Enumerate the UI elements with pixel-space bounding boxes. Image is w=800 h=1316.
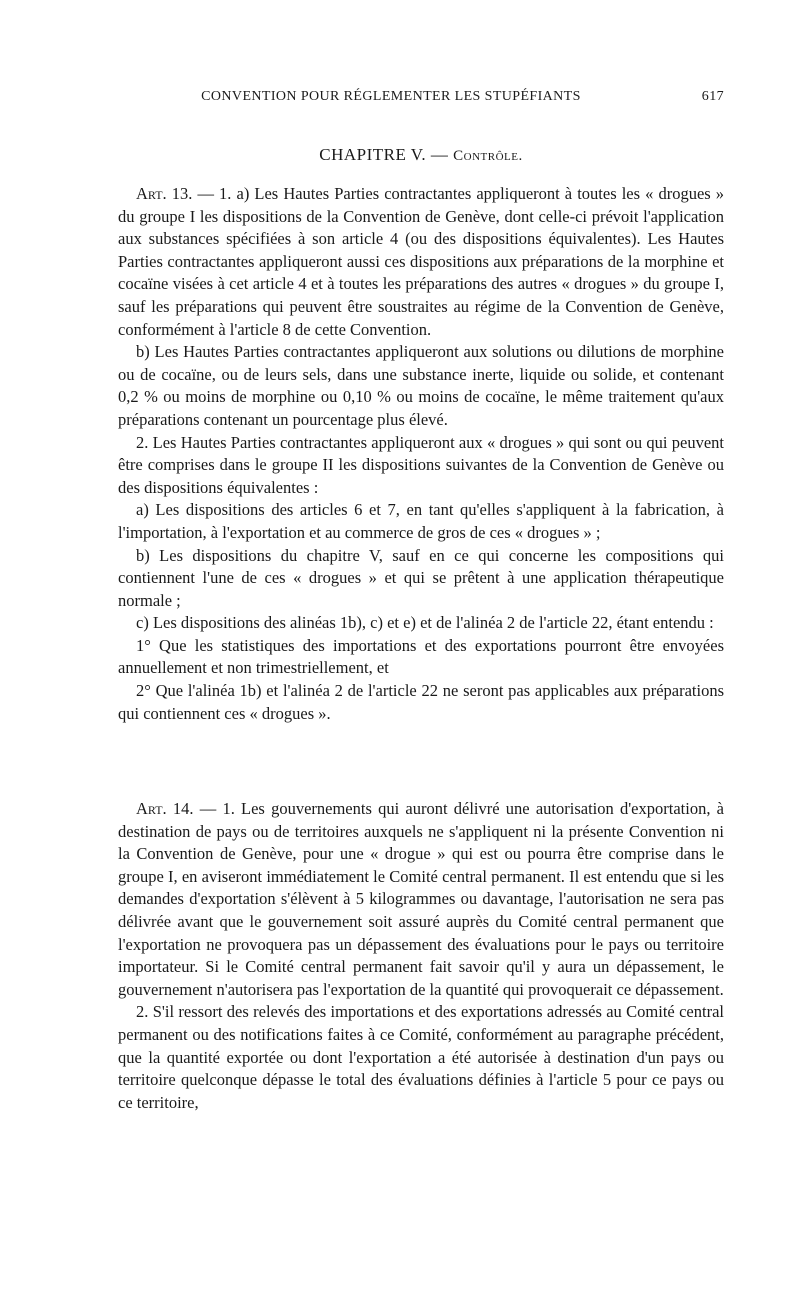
article-14 (118, 798, 724, 1114)
article-13-paragraph-3: 2. Les Hautes Parties contractantes appliqueront aux « drogues » qui sont ou qui peuvent être comprises dans le groupe II les dispositions suivantes de la Convention de Genève ou des dispositions équivalentes : (118, 432, 724, 497)
article-13-label: Art. 13. (136, 184, 193, 203)
running-title: CONVENTION POUR RÉGLEMENTER LES STUPÉFIANTS (201, 89, 581, 104)
chapter-label: CHAPITRE V. — (319, 145, 449, 164)
article-13-paragraph-8: 2° Que l'alinéa 1b) et l'alinéa 2 de l'article 22 ne seront pas applicables aux préparations qui contiennent ces « drogues ». (118, 681, 724, 723)
chapter-title: Contrôle. (453, 148, 523, 164)
article-14-paragraph-2: 2. S'il ressort des relevés des importations et des exportations adressés au Comité central permanent ou des notifications faites à ce Comité, conformément au paragraphe précédent, que la quantité exportée ou dont l'exportation a été autorisée à destination d'un pays ou territoire quelconque dépasse le total des évaluations définies à l'article 5 pour ce pays ou ce territoire, (118, 1002, 724, 1112)
article-13-paragraph-2: b) Les Hautes Parties contractantes appliqueront aux solutions ou dilutions de morphine ou de cocaïne, ou de leurs sels, dans une substance inerte, liquide ou solide, et contenant 0,2 % ou moins de morphine ou 0,10 % ou moins de cocaïne, le même traitement qu'aux préparations contenant un pourcentage plus élevé. (118, 342, 724, 429)
article-13-paragraph-7: 1° Que les statistiques des importations et des exportations pourront être envoyées annuellement et non trimestriellement, et (118, 635, 724, 678)
article-13-text-1: — 1. a) Les Hautes Parties contractantes appliqueront à toutes les « drogues » du groupe I les dispositions de la Convention de Genève, dont celle-ci prévoit l'application aux substances spécifiées à son article 4 (ou des dispositions équivalentes). Les Hautes Parties contractantes appliqueront aussi ces dispositions aux préparations de la morphine et cocaïne visées à cet article 4 et à toutes les préparations des autres « drogues » du groupe I, sauf les préparations qui peuvent être soustraites au régime de la Convention de Genève, conformément à l'article 8 de cette Convention. (118, 184, 725, 339)
article-14-text-1: — 1. Les gouvernements qui auront délivré une autorisation d'exportation, à destination de pays ou de territoires auxquels ne s'appliquent ni la présente Convention ni la Convention de Genève, pour une « drogue » qui est ou pourra être comprise dans le groupe I, en aviseront immédiatement le Comité central permanent. Il est entendu que si les demandes d'exportation s'élèvent à 5 kilogrammes ou davantage, l'autorisation ne sera pas délivrée avant que le gouvernement soit assuré auprès du Comité central permanent que l'exportation ne provoquera pas un dépassement des évaluations pour le pays ou territoire importateur. Si le Comité central permanent fait savoir qu'il y aura un dépassement, le gouvernement n'autorisera pas l'exportation de la quantité qui provoquerait ce dépassement. (118, 799, 724, 999)
article-13-paragraph-1 (118, 183, 724, 341)
page-number: 617 (701, 89, 724, 104)
article-13-paragraph-4: a) Les dispositions des articles 6 et 7, en tant qu'elles s'appliquent à la fabrication, à l'importation, à l'exportation et au commerce de gros de ces « drogues » ; (118, 500, 724, 542)
article-13-paragraph-5: b) Les dispositions du chapitre V, sauf en ce qui concerne les compositions qui contiennent l'une de ces « drogues » et qui se prêtent à une application thérapeutique normale ; (118, 545, 724, 610)
article-14-paragraph-1 (118, 798, 724, 1001)
chapter-heading (118, 145, 724, 165)
article-13 (118, 183, 724, 725)
article-14-label: Art. 14. (136, 799, 194, 818)
article-13-paragraph-6: c) Les dispositions des alinéas 1b), c) et e) et de l'alinéa 2 de l'article 22, étant entendu : (136, 613, 714, 633)
running-header (118, 89, 724, 113)
